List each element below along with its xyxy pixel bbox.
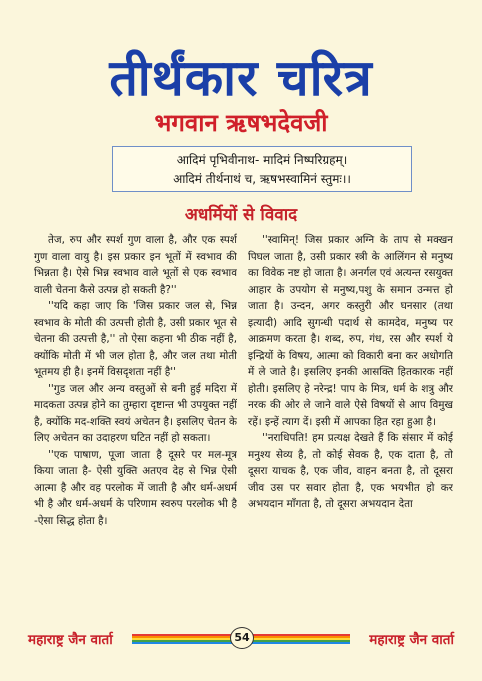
verse-box bbox=[112, 146, 412, 192]
right-column bbox=[248, 232, 453, 594]
section-heading: अधर्मियों से विवाद bbox=[184, 205, 298, 225]
footer-publication-name: महाराष्ट्र जैन वार्ता bbox=[28, 632, 113, 648]
paragraph: ''गुड जल और अन्य वस्तुओं से बनी हुई मदिरा में मादकता उत्पन्न होने का तुम्हारा दृष्टान्त भी उपयुक्त नहीं है, क्योंकि मद-शक्ति स्वयं अचेतन है। इसलिए चेतन के लिए अचेतन का उदाहरण घटित नहीं हो सकता। bbox=[34, 382, 237, 444]
page-title: तीर्थंकार चरित्र bbox=[109, 49, 373, 107]
page-subtitle: भगवान ऋषभदेवजी bbox=[154, 109, 328, 137]
paragraph: ''स्वामिन्! जिस प्रकार अग्नि के ताप से मक्खन पिघल जाता है, उसी प्रकार स्त्री के आलिंगन से मनुष्य का विवेक नष्ट हो जाता है। अनर्गल एवं अत्यन्त रसयुक्त आहार के उपयोग से मनुष्य,पशु के समान उन्मत्त हो जाता है। उन्दन, अगर कस्तुरी और घनसार (तथा इत्यादी) आदि सुगन्धी पदार्थ से कामदेव, मनुष्य पर आक्रमण करता है। शब्द, रुप, गंध, रस और स्पर्श ये इन्द्रियों के विषय, आत्मा को विकारी बना कर अधोगति में ले जाते है। इसलिए इनकी आसक्ति हितकारक नहीं होती। इसलिए हे नरेन्द्र! पाप के मित्र, धर्म के शत्रु और नरक की ओर ले जाने वाले ऐसे विषयों से आप विमुख रहें। इन्हें त्याग दें। इसी में आपका हित रहा हुआ है। bbox=[248, 234, 453, 428]
page-footer bbox=[0, 624, 482, 654]
paragraph: ''नराधिपति! हम प्रत्यक्ष देखते हैं कि संसार में कोई मनुश्य सेव्य है, तो कोई सेवक है, एक दाता है, तो दूसरा याचक है, एक जीव, वाहन बनता है, तो दूसरा जीव उस पर सवार होता है, एक भयभीत हो कर अभयदान माँगता है, तो दूसरा अभयदान देता bbox=[248, 432, 453, 510]
paragraph: ''एक पाषाण, पूजा जाता है दूसरे पर मल-मूत्र किया जाता है- ऐसी युक्ति अतएव देह से भिन्न ऐसी आत्मा है और वह परलोक में जाती है और धर्म-अधर्म भी है और धर्म-अधर्म के परिणाम स्वरुप परलोक भी है -ऐसा सिद्ध होता है। bbox=[34, 448, 237, 527]
left-column bbox=[34, 232, 237, 594]
verse-line-2: आदिमं तीर्थनाथं च, ऋषभस्वामिनं स्तुमः।। bbox=[173, 172, 351, 186]
verse-line-1: आदिमं पृभिवीनाथ- मादिमं निष्परिग्रहम्। bbox=[176, 153, 348, 167]
page-number: 54 bbox=[230, 627, 254, 649]
paragraph: तेज, रुप और स्पर्श गुण वाला है, और एक स्पर्श गुण वाला वायु है। इस प्रकार इन भूतों में स्वभाव की भिन्नता है। ऐसे भिन्न स्वभाव वाले भूतों से एक स्वभाव वाली चेतना कैसे उत्पन्न हो सकती है?'' bbox=[34, 234, 237, 296]
footer-publication-name-right: महाराष्ट्र जैन वार्ता bbox=[369, 632, 454, 648]
paragraph: ''यदि कहा जाए कि 'जिस प्रकार जल से, भिन्न स्वभाव के मोती की उत्पत्ती होती है, उसी प्रकार भूत से चेतना की उत्पत्ती है,'' तो ऐसा कहना भी ठीक नहीं है, क्योंकि मोती में भी जल होता है, और जल तथा मोती भूतमय ही है। इनमें विसदृशता नहीं है'' bbox=[34, 300, 237, 378]
